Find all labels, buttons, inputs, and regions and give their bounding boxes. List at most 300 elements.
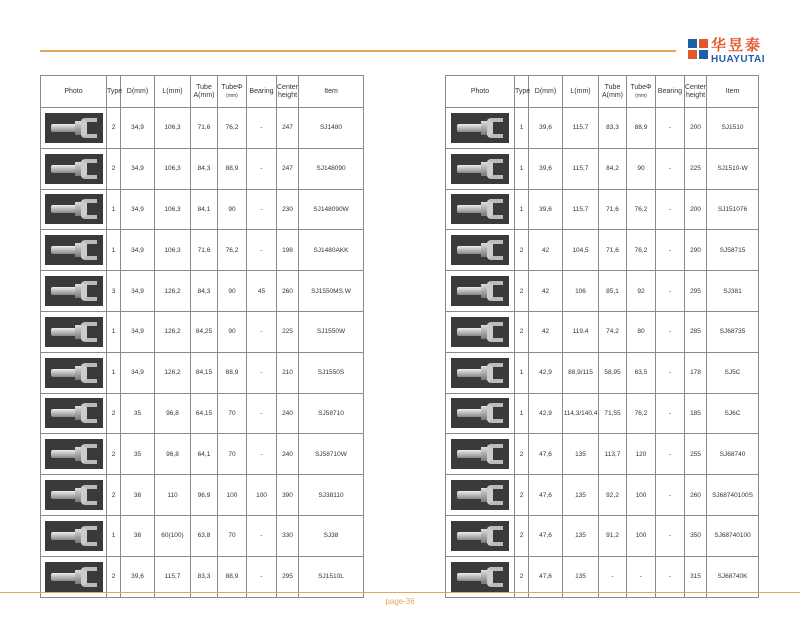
tube-a-cell: 84,3 xyxy=(191,148,218,189)
col-center-line1: Center xyxy=(685,83,707,91)
table-row xyxy=(446,393,759,434)
bearing-cell: - xyxy=(656,311,685,352)
photo-cell xyxy=(41,434,107,475)
type-cell: 2 xyxy=(107,475,121,516)
tube-a-cell: 58,95 xyxy=(599,352,627,393)
d-cell: 42,9 xyxy=(529,352,563,393)
col-tube-a xyxy=(599,76,627,108)
center-height-cell: 315 xyxy=(685,556,707,597)
table-row xyxy=(446,271,759,312)
d-cell: 47,6 xyxy=(529,434,563,475)
center-height-cell: 255 xyxy=(685,434,707,475)
tube-a-cell: 84,2 xyxy=(599,148,627,189)
bearing-cell: - xyxy=(247,434,277,475)
table-row xyxy=(41,475,364,516)
col-d: D(mm) xyxy=(529,76,563,108)
tube-phi-cell: 70 xyxy=(218,393,247,434)
item-cell: SJ38110 xyxy=(299,475,364,516)
center-height-cell: 260 xyxy=(277,271,299,312)
type-cell: 1 xyxy=(515,393,529,434)
photo-cell xyxy=(446,352,515,393)
tube-phi-cell: 90 xyxy=(218,311,247,352)
tube-a-cell: 84,15 xyxy=(191,352,218,393)
center-height-cell: 295 xyxy=(685,271,707,312)
photo-cell xyxy=(446,311,515,352)
type-cell: 2 xyxy=(107,393,121,434)
parts-table-left xyxy=(40,75,364,598)
tube-a-cell: 84,3 xyxy=(191,271,218,312)
table-body-left xyxy=(41,108,364,598)
table-row xyxy=(41,108,364,149)
tube-phi-cell: 90 xyxy=(218,189,247,230)
bearing-cell: - xyxy=(656,393,685,434)
tube-a-cell: - xyxy=(599,556,627,597)
center-height-cell: 247 xyxy=(277,108,299,149)
bearing-cell: - xyxy=(247,556,277,597)
tube-a-cell: 83,3 xyxy=(191,556,218,597)
d-cell: 47,6 xyxy=(529,475,563,516)
tube-a-cell: 71,6 xyxy=(599,189,627,230)
table-row xyxy=(446,515,759,556)
d-cell: 35 xyxy=(121,434,155,475)
table-row xyxy=(41,189,364,230)
type-cell: 1 xyxy=(107,311,121,352)
type-cell: 1 xyxy=(515,108,529,149)
tube-phi-cell: 76,2 xyxy=(627,189,656,230)
table-header-row xyxy=(41,76,364,108)
photo-cell xyxy=(446,271,515,312)
d-cell: 42 xyxy=(529,311,563,352)
d-cell: 34,9 xyxy=(121,311,155,352)
d-cell: 42 xyxy=(529,230,563,271)
tube-a-cell: 64,15 xyxy=(191,393,218,434)
center-height-cell: 230 xyxy=(277,189,299,230)
tube-a-cell: 71,6 xyxy=(191,108,218,149)
parts-table-right xyxy=(445,75,759,598)
d-cell: 47,6 xyxy=(529,515,563,556)
col-tube-a-line2: A(mm) xyxy=(193,91,215,99)
col-center-height xyxy=(685,76,707,108)
tube-phi-cell: - xyxy=(627,556,656,597)
tube-phi-cell: 120 xyxy=(627,434,656,475)
center-height-cell: 295 xyxy=(277,556,299,597)
center-height-cell: 210 xyxy=(277,352,299,393)
l-cell: 106,3 xyxy=(155,108,191,149)
yoke-photo xyxy=(45,562,103,592)
center-height-cell: 225 xyxy=(685,148,707,189)
tube-a-cell: 91,2 xyxy=(599,515,627,556)
yoke-photo xyxy=(451,154,509,184)
photo-cell xyxy=(41,230,107,271)
col-bearing: Bearing xyxy=(656,76,685,108)
center-height-cell: 390 xyxy=(277,475,299,516)
table-row xyxy=(446,311,759,352)
yoke-photo xyxy=(451,276,509,306)
col-center-line1: Center xyxy=(277,83,299,91)
d-cell: 39,6 xyxy=(529,148,563,189)
table-body-right xyxy=(446,108,759,598)
center-height-cell: 350 xyxy=(685,515,707,556)
bearing-cell: - xyxy=(247,393,277,434)
bearing-cell: - xyxy=(656,271,685,312)
type-cell: 1 xyxy=(107,515,121,556)
center-height-cell: 185 xyxy=(685,393,707,434)
center-height-cell: 285 xyxy=(685,311,707,352)
photo-cell xyxy=(446,556,515,597)
yoke-photo xyxy=(45,480,103,510)
col-tube-phi-unit: (mm) xyxy=(635,92,647,99)
col-tube-phi-label: TubeΦ xyxy=(630,83,652,91)
tube-a-cell: 84,25 xyxy=(191,311,218,352)
photo-cell xyxy=(446,515,515,556)
l-cell: 135 xyxy=(563,434,599,475)
item-cell: SJ1550W xyxy=(299,311,364,352)
item-cell: SJ6C xyxy=(707,393,759,434)
d-cell: 35 xyxy=(121,393,155,434)
l-cell: 106 xyxy=(563,271,599,312)
center-height-cell: 290 xyxy=(685,230,707,271)
item-cell: SJ68735 xyxy=(707,311,759,352)
col-tube-phi xyxy=(218,76,247,108)
table-row xyxy=(41,393,364,434)
item-cell: SJ1550S xyxy=(299,352,364,393)
col-tube-phi-label: TubeΦ xyxy=(221,83,243,91)
d-cell: 34,9 xyxy=(121,271,155,312)
type-cell: 2 xyxy=(515,271,529,312)
table-row xyxy=(41,230,364,271)
item-cell: SJ68740K xyxy=(707,556,759,597)
table-row xyxy=(41,556,364,597)
bearing-cell: - xyxy=(656,556,685,597)
col-tube-a xyxy=(191,76,218,108)
header-rule xyxy=(40,50,676,52)
center-height-cell: 200 xyxy=(685,189,707,230)
bearing-cell: - xyxy=(656,230,685,271)
bearing-cell: - xyxy=(656,475,685,516)
d-cell: 47,6 xyxy=(529,556,563,597)
photo-cell xyxy=(446,148,515,189)
center-height-cell: 200 xyxy=(685,108,707,149)
page-number-label: page-36 xyxy=(381,597,418,606)
yoke-photo xyxy=(45,358,103,388)
tube-a-cell: 64,1 xyxy=(191,434,218,475)
photo-cell xyxy=(41,556,107,597)
l-cell: 114,3/140,4 xyxy=(563,393,599,434)
type-cell: 1 xyxy=(107,230,121,271)
table-row xyxy=(41,352,364,393)
item-cell: SJ1550MS.W xyxy=(299,271,364,312)
item-cell: SJ68740100 xyxy=(707,515,759,556)
item-cell: SJ151076 xyxy=(707,189,759,230)
col-tube-a-line2: A(mm) xyxy=(602,91,623,99)
center-height-cell: 240 xyxy=(277,434,299,475)
tube-phi-cell: 90 xyxy=(218,271,247,312)
photo-cell xyxy=(41,189,107,230)
type-cell: 2 xyxy=(107,556,121,597)
tube-phi-cell: 63,5 xyxy=(627,352,656,393)
d-cell: 39,6 xyxy=(121,556,155,597)
table-row xyxy=(446,230,759,271)
bearing-cell: 100 xyxy=(247,475,277,516)
tube-phi-cell: 100 xyxy=(218,475,247,516)
l-cell: 106,3 xyxy=(155,148,191,189)
center-height-cell: 260 xyxy=(685,475,707,516)
table-header-row xyxy=(446,76,759,108)
item-cell: SJ58715 xyxy=(707,230,759,271)
l-cell: 135 xyxy=(563,475,599,516)
bearing-cell: - xyxy=(656,352,685,393)
tube-phi-cell: 80 xyxy=(627,311,656,352)
col-center-line2: height xyxy=(685,91,706,99)
yoke-photo xyxy=(451,113,509,143)
tube-a-cell: 71,6 xyxy=(191,230,218,271)
yoke-photo xyxy=(451,235,509,265)
table-row xyxy=(41,271,364,312)
yoke-photo xyxy=(45,113,103,143)
item-cell: SJ1480 xyxy=(299,108,364,149)
yoke-photo xyxy=(451,439,509,469)
tube-a-cell: 96,9 xyxy=(191,475,218,516)
d-cell: 42,9 xyxy=(529,393,563,434)
photo-cell xyxy=(446,475,515,516)
l-cell: 135 xyxy=(563,556,599,597)
brand-logo xyxy=(687,34,767,70)
item-cell: SJ1510L xyxy=(299,556,364,597)
type-cell: 2 xyxy=(515,475,529,516)
photo-cell xyxy=(446,434,515,475)
l-cell: 60(100) xyxy=(155,515,191,556)
col-bearing: Bearing xyxy=(247,76,277,108)
item-cell: SJ381 xyxy=(707,271,759,312)
type-cell: 2 xyxy=(515,434,529,475)
yoke-photo xyxy=(45,235,103,265)
yoke-photo xyxy=(451,398,509,428)
tube-a-cell: 83,3 xyxy=(599,108,627,149)
photo-cell xyxy=(41,352,107,393)
l-cell: 104,5 xyxy=(563,230,599,271)
bearing-cell: - xyxy=(656,108,685,149)
col-l: L(mm) xyxy=(155,76,191,108)
type-cell: 2 xyxy=(515,311,529,352)
item-cell: SJ58710W xyxy=(299,434,364,475)
tube-phi-cell: 100 xyxy=(627,515,656,556)
d-cell: 38 xyxy=(121,515,155,556)
item-cell: SJ1510-W xyxy=(707,148,759,189)
bearing-cell: - xyxy=(247,352,277,393)
type-cell: 1 xyxy=(515,189,529,230)
table-row xyxy=(41,515,364,556)
table-row xyxy=(446,475,759,516)
tube-phi-cell: 76,2 xyxy=(627,230,656,271)
tube-a-cell: 71,55 xyxy=(599,393,627,434)
d-cell: 34,9 xyxy=(121,148,155,189)
bearing-cell: - xyxy=(656,148,685,189)
yoke-photo xyxy=(45,194,103,224)
col-l: L(mm) xyxy=(563,76,599,108)
bearing-cell: - xyxy=(247,230,277,271)
type-cell: 1 xyxy=(515,148,529,189)
yoke-photo xyxy=(451,358,509,388)
photo-cell xyxy=(41,393,107,434)
tube-a-cell: 74,2 xyxy=(599,311,627,352)
table-row xyxy=(41,311,364,352)
tube-phi-cell: 88,9 xyxy=(627,108,656,149)
type-cell: 2 xyxy=(515,230,529,271)
tube-a-cell: 63,8 xyxy=(191,515,218,556)
col-type: Type xyxy=(515,76,529,108)
l-cell: 135 xyxy=(563,515,599,556)
yoke-photo xyxy=(45,398,103,428)
photo-cell xyxy=(41,108,107,149)
tube-phi-cell: 88,9 xyxy=(218,556,247,597)
yoke-photo xyxy=(45,521,103,551)
bearing-cell: - xyxy=(247,148,277,189)
tube-a-cell: 71,6 xyxy=(599,230,627,271)
tube-a-cell: 85,1 xyxy=(599,271,627,312)
logo-mark-icon xyxy=(687,38,709,60)
d-cell: 42 xyxy=(529,271,563,312)
brand-name-cn: 华昱泰 xyxy=(711,36,763,54)
center-height-cell: 178 xyxy=(685,352,707,393)
bearing-cell: - xyxy=(656,515,685,556)
yoke-photo xyxy=(451,521,509,551)
l-cell: 119,4 xyxy=(563,311,599,352)
item-cell: SJ68740100S xyxy=(707,475,759,516)
bearing-cell: - xyxy=(247,311,277,352)
brand-name-en: HUAYUTAI xyxy=(711,54,766,65)
item-cell: SJ68740 xyxy=(707,434,759,475)
tube-phi-cell: 76,2 xyxy=(218,108,247,149)
l-cell: 126,2 xyxy=(155,311,191,352)
type-cell: 1 xyxy=(107,352,121,393)
type-cell: 2 xyxy=(515,556,529,597)
tube-phi-cell: 76,2 xyxy=(218,230,247,271)
col-center-line2: height xyxy=(277,91,298,99)
tube-phi-cell: 92 xyxy=(627,271,656,312)
col-item: Item xyxy=(707,76,759,108)
col-tube-phi xyxy=(627,76,656,108)
table-row xyxy=(446,352,759,393)
item-cell: SJ58710 xyxy=(299,393,364,434)
tube-phi-cell: 88,9 xyxy=(218,352,247,393)
center-height-cell: 225 xyxy=(277,311,299,352)
d-cell: 34,9 xyxy=(121,189,155,230)
center-height-cell: 330 xyxy=(277,515,299,556)
col-photo: Photo xyxy=(41,76,107,108)
type-cell: 2 xyxy=(107,434,121,475)
item-cell: SJ148090W xyxy=(299,189,364,230)
d-cell: 34,9 xyxy=(121,352,155,393)
table-row xyxy=(41,148,364,189)
yoke-photo xyxy=(451,480,509,510)
table-row xyxy=(446,148,759,189)
col-d: D(mm) xyxy=(121,76,155,108)
table-row xyxy=(446,434,759,475)
l-cell: 115,7 xyxy=(563,189,599,230)
l-cell: 126,2 xyxy=(155,352,191,393)
type-cell: 3 xyxy=(107,271,121,312)
bearing-cell: - xyxy=(656,189,685,230)
yoke-photo xyxy=(45,154,103,184)
l-cell: 106,3 xyxy=(155,189,191,230)
table-row xyxy=(41,434,364,475)
footer-rule xyxy=(0,592,800,593)
col-item: Item xyxy=(299,76,364,108)
yoke-photo xyxy=(45,439,103,469)
l-cell: 96,8 xyxy=(155,393,191,434)
page-number xyxy=(0,597,800,606)
d-cell: 34,9 xyxy=(121,230,155,271)
table-row xyxy=(446,189,759,230)
yoke-photo xyxy=(45,317,103,347)
d-cell: 39,6 xyxy=(529,189,563,230)
type-cell: 2 xyxy=(515,515,529,556)
item-cell: SJ5C xyxy=(707,352,759,393)
l-cell: 115,7 xyxy=(563,108,599,149)
col-photo: Photo xyxy=(446,76,515,108)
bearing-cell: - xyxy=(247,189,277,230)
col-tube-a-line1: Tube xyxy=(196,83,212,91)
tube-phi-cell: 100 xyxy=(627,475,656,516)
type-cell: 2 xyxy=(107,148,121,189)
col-tube-phi-unit: (mm) xyxy=(226,92,238,99)
photo-cell xyxy=(446,393,515,434)
yoke-photo xyxy=(451,562,509,592)
item-cell: SJ38 xyxy=(299,515,364,556)
bearing-cell: 45 xyxy=(247,271,277,312)
l-cell: 96,8 xyxy=(155,434,191,475)
d-cell: 34,9 xyxy=(121,108,155,149)
yoke-photo xyxy=(45,276,103,306)
table-row xyxy=(446,108,759,149)
tube-phi-cell: 90 xyxy=(627,148,656,189)
tube-a-cell: 84,1 xyxy=(191,189,218,230)
item-cell: SJ148090 xyxy=(299,148,364,189)
l-cell: 115,7 xyxy=(155,556,191,597)
col-center-height xyxy=(277,76,299,108)
center-height-cell: 240 xyxy=(277,393,299,434)
yoke-photo xyxy=(451,194,509,224)
tube-a-cell: 92,2 xyxy=(599,475,627,516)
l-cell: 126,2 xyxy=(155,271,191,312)
d-cell: 39,6 xyxy=(529,108,563,149)
tube-phi-cell: 70 xyxy=(218,515,247,556)
item-cell: SJ1510 xyxy=(707,108,759,149)
tube-phi-cell: 70 xyxy=(218,434,247,475)
col-type: Type xyxy=(107,76,121,108)
yoke-photo xyxy=(451,317,509,347)
d-cell: 38 xyxy=(121,475,155,516)
l-cell: 115,7 xyxy=(563,148,599,189)
l-cell: 106,3 xyxy=(155,230,191,271)
bearing-cell: - xyxy=(656,434,685,475)
bearing-cell: - xyxy=(247,515,277,556)
photo-cell xyxy=(41,148,107,189)
tube-phi-cell: 76,2 xyxy=(627,393,656,434)
photo-cell xyxy=(446,230,515,271)
photo-cell xyxy=(446,189,515,230)
center-height-cell: 198 xyxy=(277,230,299,271)
type-cell: 1 xyxy=(107,189,121,230)
col-tube-a-line1: Tube xyxy=(604,83,621,91)
photo-cell xyxy=(41,271,107,312)
table-row xyxy=(446,556,759,597)
type-cell: 1 xyxy=(515,352,529,393)
l-cell: 110 xyxy=(155,475,191,516)
photo-cell xyxy=(41,475,107,516)
tube-a-cell: 113,7 xyxy=(599,434,627,475)
item-cell: SJ1480AKK xyxy=(299,230,364,271)
